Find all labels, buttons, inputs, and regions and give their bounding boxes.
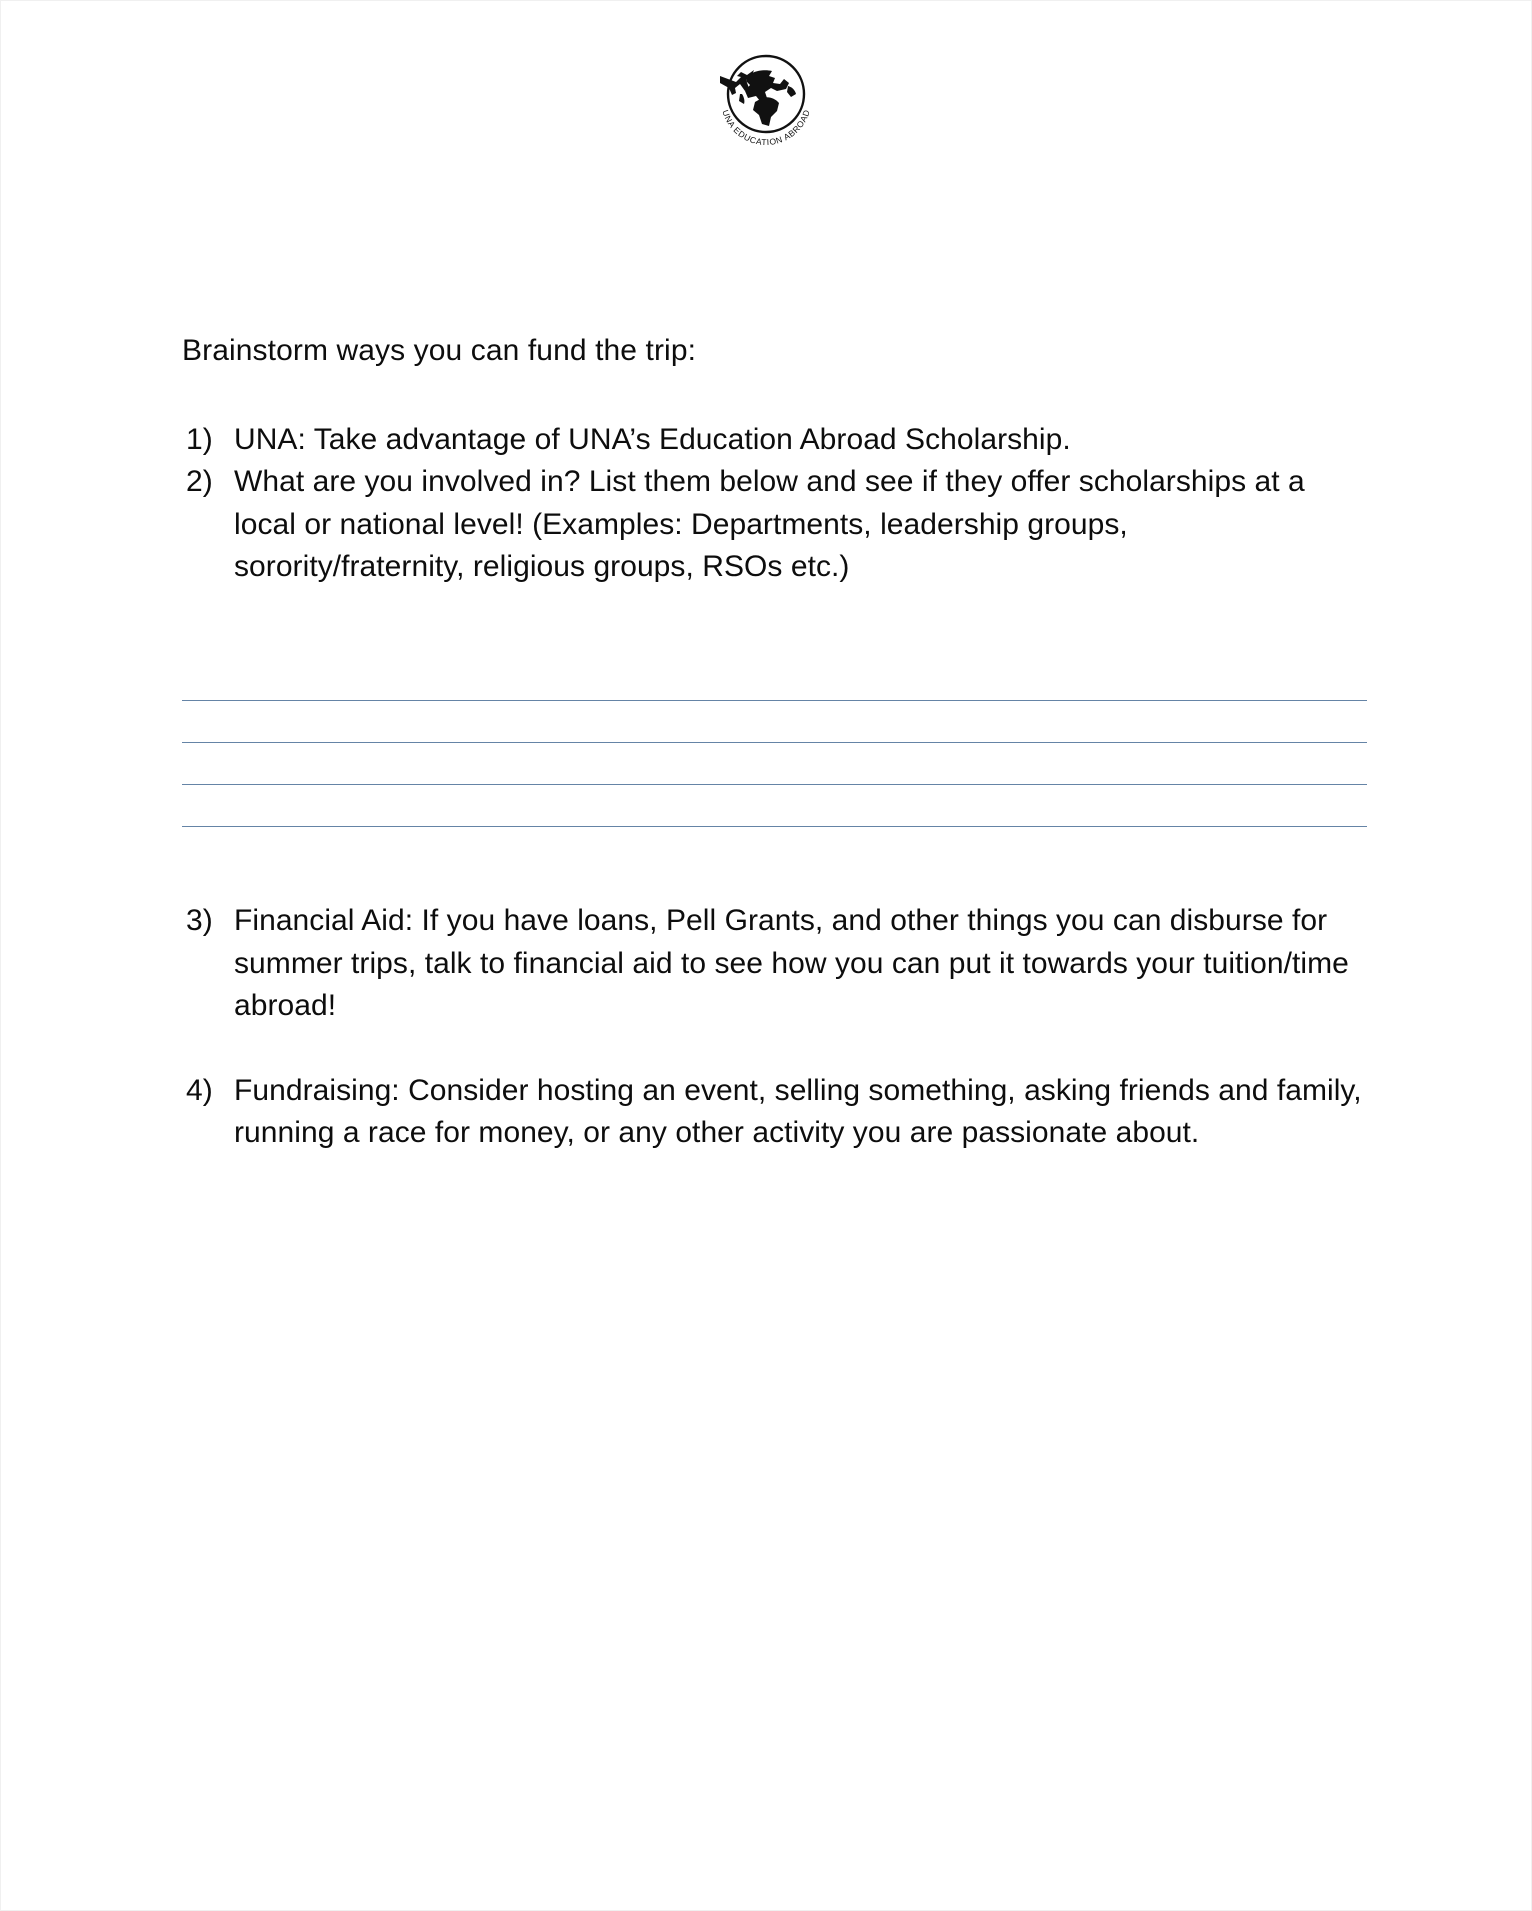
una-education-abroad-logo <box>704 38 828 162</box>
answer-line[interactable] <box>182 784 1367 785</box>
list-item <box>182 1070 1372 1155</box>
answer-line[interactable] <box>182 826 1367 827</box>
intro-paragraph: Brainstorm ways you can fund the trip: <box>182 334 697 367</box>
answer-line[interactable] <box>182 700 1367 701</box>
list-item-number: 3) <box>186 904 213 937</box>
list-item-number: 2) <box>186 465 213 499</box>
list-item-text: Fundraising: Consider hosting an event, selling something, asking friends and family, running a race for money, or any other activity you are passionate about. <box>234 1073 1362 1150</box>
list-item-text: Financial Aid: If you have loans, Pell Grants, and other things you can disburse for summer trips, talk to financial aid to see how you can put it towards your tuition/time abroad! <box>234 904 1349 1023</box>
globe-airplane-logo-icon <box>704 38 828 162</box>
list-item-text: What are you involved in? List them below and see if they offer scholarships at a local or national level! (Examples: Departments, leadership groups, sorority/fraternity, religious groups, RSOs etc.) <box>234 465 1305 584</box>
funding-list-top <box>182 419 1362 589</box>
answer-line[interactable] <box>182 742 1367 743</box>
list-item-number: 1) <box>186 422 213 456</box>
list-item <box>182 461 1362 589</box>
logo-container <box>0 38 1532 162</box>
answer-lines[interactable] <box>182 700 1367 827</box>
funding-list-bottom <box>182 900 1372 1155</box>
list-item <box>182 419 1362 462</box>
list-item-number: 4) <box>186 1073 213 1107</box>
document-body <box>182 330 1362 589</box>
svg-text:UNA EDUCATION ABROAD: UNA EDUCATION ABROAD <box>720 108 812 148</box>
list-item-text: UNA: Take advantage of UNA’s Education Abroad Scholarship. <box>234 422 1071 456</box>
list-item <box>182 900 1372 1028</box>
document-body-lower <box>182 900 1372 1155</box>
list-spacer <box>182 1028 1372 1070</box>
